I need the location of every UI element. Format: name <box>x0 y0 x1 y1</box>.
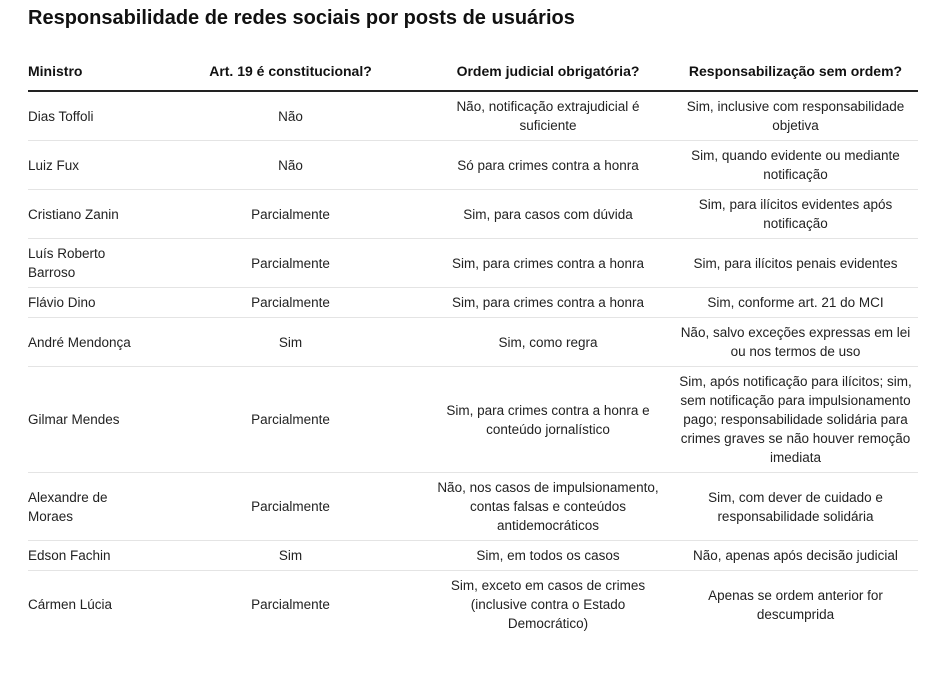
cell-art19: Parcialmente <box>158 367 423 473</box>
cell-ordem-judicial: Sim, para crimes contra a honra e conteúdo jornalístico <box>423 367 673 473</box>
table-row <box>28 91 918 141</box>
cell-ministro: Cármen Lúcia <box>28 597 113 612</box>
table-header <box>28 52 918 91</box>
table-row <box>28 571 918 639</box>
column-header-art19: Art. 19 é constitucional? <box>158 52 423 91</box>
cell-ordem-judicial: Sim, para casos com dúvida <box>423 190 673 239</box>
table-row <box>28 141 918 190</box>
cell-art19: Sim <box>158 541 423 571</box>
cell-ordem-judicial: Só para crimes contra a honra <box>423 141 673 190</box>
cell-ministro: Cristiano Zanin <box>28 190 158 239</box>
table-row <box>28 318 918 367</box>
cell-responsabilizacao: Não, apenas após decisão judicial <box>673 541 918 571</box>
cell-ministro: Luís Roberto Barroso <box>28 239 158 288</box>
cell-responsabilizacao: Sim, para ilícitos evidentes após notificação <box>673 190 918 239</box>
page-title: Responsabilidade de redes sociais por posts de usuários <box>28 7 575 29</box>
table-row <box>28 473 918 541</box>
cell-responsabilizacao: Sim, quando evidente ou mediante notificação <box>673 141 918 190</box>
cell-art19: Parcialmente <box>251 597 330 612</box>
column-header-ordem-judicial: Ordem judicial obrigatória? <box>423 52 673 91</box>
cell-art19: Sim <box>158 318 423 367</box>
responsibility-table <box>28 52 918 638</box>
cell-art19: Não <box>158 141 423 190</box>
cell-art19: Parcialmente <box>158 239 423 288</box>
column-header-ministro: Ministro <box>28 52 158 91</box>
cell-ordem-judicial: Não, nos casos de impulsionamento, contas falsas e conteúdos antidemocráticos <box>423 473 673 541</box>
cell-ministro: André Mendonça <box>28 318 158 367</box>
cell-ministro: Alexandre de Moraes <box>28 473 158 541</box>
cell-ordem-judicial: Sim, em todos os casos <box>423 541 673 571</box>
table-row <box>28 239 918 288</box>
cell-ordem-judicial: Sim, exceto em casos de crimes (inclusive contra o Estado Democrático) <box>450 578 646 631</box>
cell-responsabilizacao: Apenas se ordem anterior for descumprida <box>708 587 883 622</box>
cell-responsabilizacao: Sim, com dever de cuidado e responsabilidade solidária <box>673 473 918 541</box>
cell-ordem-judicial: Sim, como regra <box>423 318 673 367</box>
table-row <box>28 190 918 239</box>
cell-art19: Não <box>158 91 423 141</box>
cell-responsabilizacao: Sim, inclusive com responsabilidade objetiva <box>673 91 918 141</box>
cell-ordem-judicial: Sim, para crimes contra a honra <box>423 288 673 318</box>
header-row <box>28 52 918 91</box>
cell-responsabilizacao: Sim, após notificação para ilícitos; sim, sem notificação para impulsionamento pago; responsabilidade solidária para crimes graves se não houver remoção imediata <box>673 367 918 473</box>
cell-ministro: Luiz Fux <box>28 141 158 190</box>
cell-ministro: Gilmar Mendes <box>28 367 158 473</box>
cell-art19: Parcialmente <box>158 473 423 541</box>
cell-art19: Parcialmente <box>158 288 423 318</box>
table-row <box>28 288 918 318</box>
cell-ministro: Flávio Dino <box>28 288 158 318</box>
cell-art19: Parcialmente <box>158 190 423 239</box>
cell-ministro: Edson Fachin <box>28 541 158 571</box>
cell-ministro: Dias Toffoli <box>28 91 158 141</box>
cell-responsabilizacao: Sim, para ilícitos penais evidentes <box>673 239 918 288</box>
table-body <box>28 91 918 638</box>
cell-responsabilizacao: Não, salvo exceções expressas em lei ou nos termos de uso <box>673 318 918 367</box>
column-header-responsabilizacao: Responsabilização sem ordem? <box>673 52 918 91</box>
cell-responsabilizacao: Sim, conforme art. 21 do MCI <box>673 288 918 318</box>
table-row <box>28 367 918 473</box>
cell-ordem-judicial: Não, notificação extrajudicial é suficiente <box>423 91 673 141</box>
cell-ordem-judicial: Sim, para crimes contra a honra <box>423 239 673 288</box>
table-row <box>28 541 918 571</box>
